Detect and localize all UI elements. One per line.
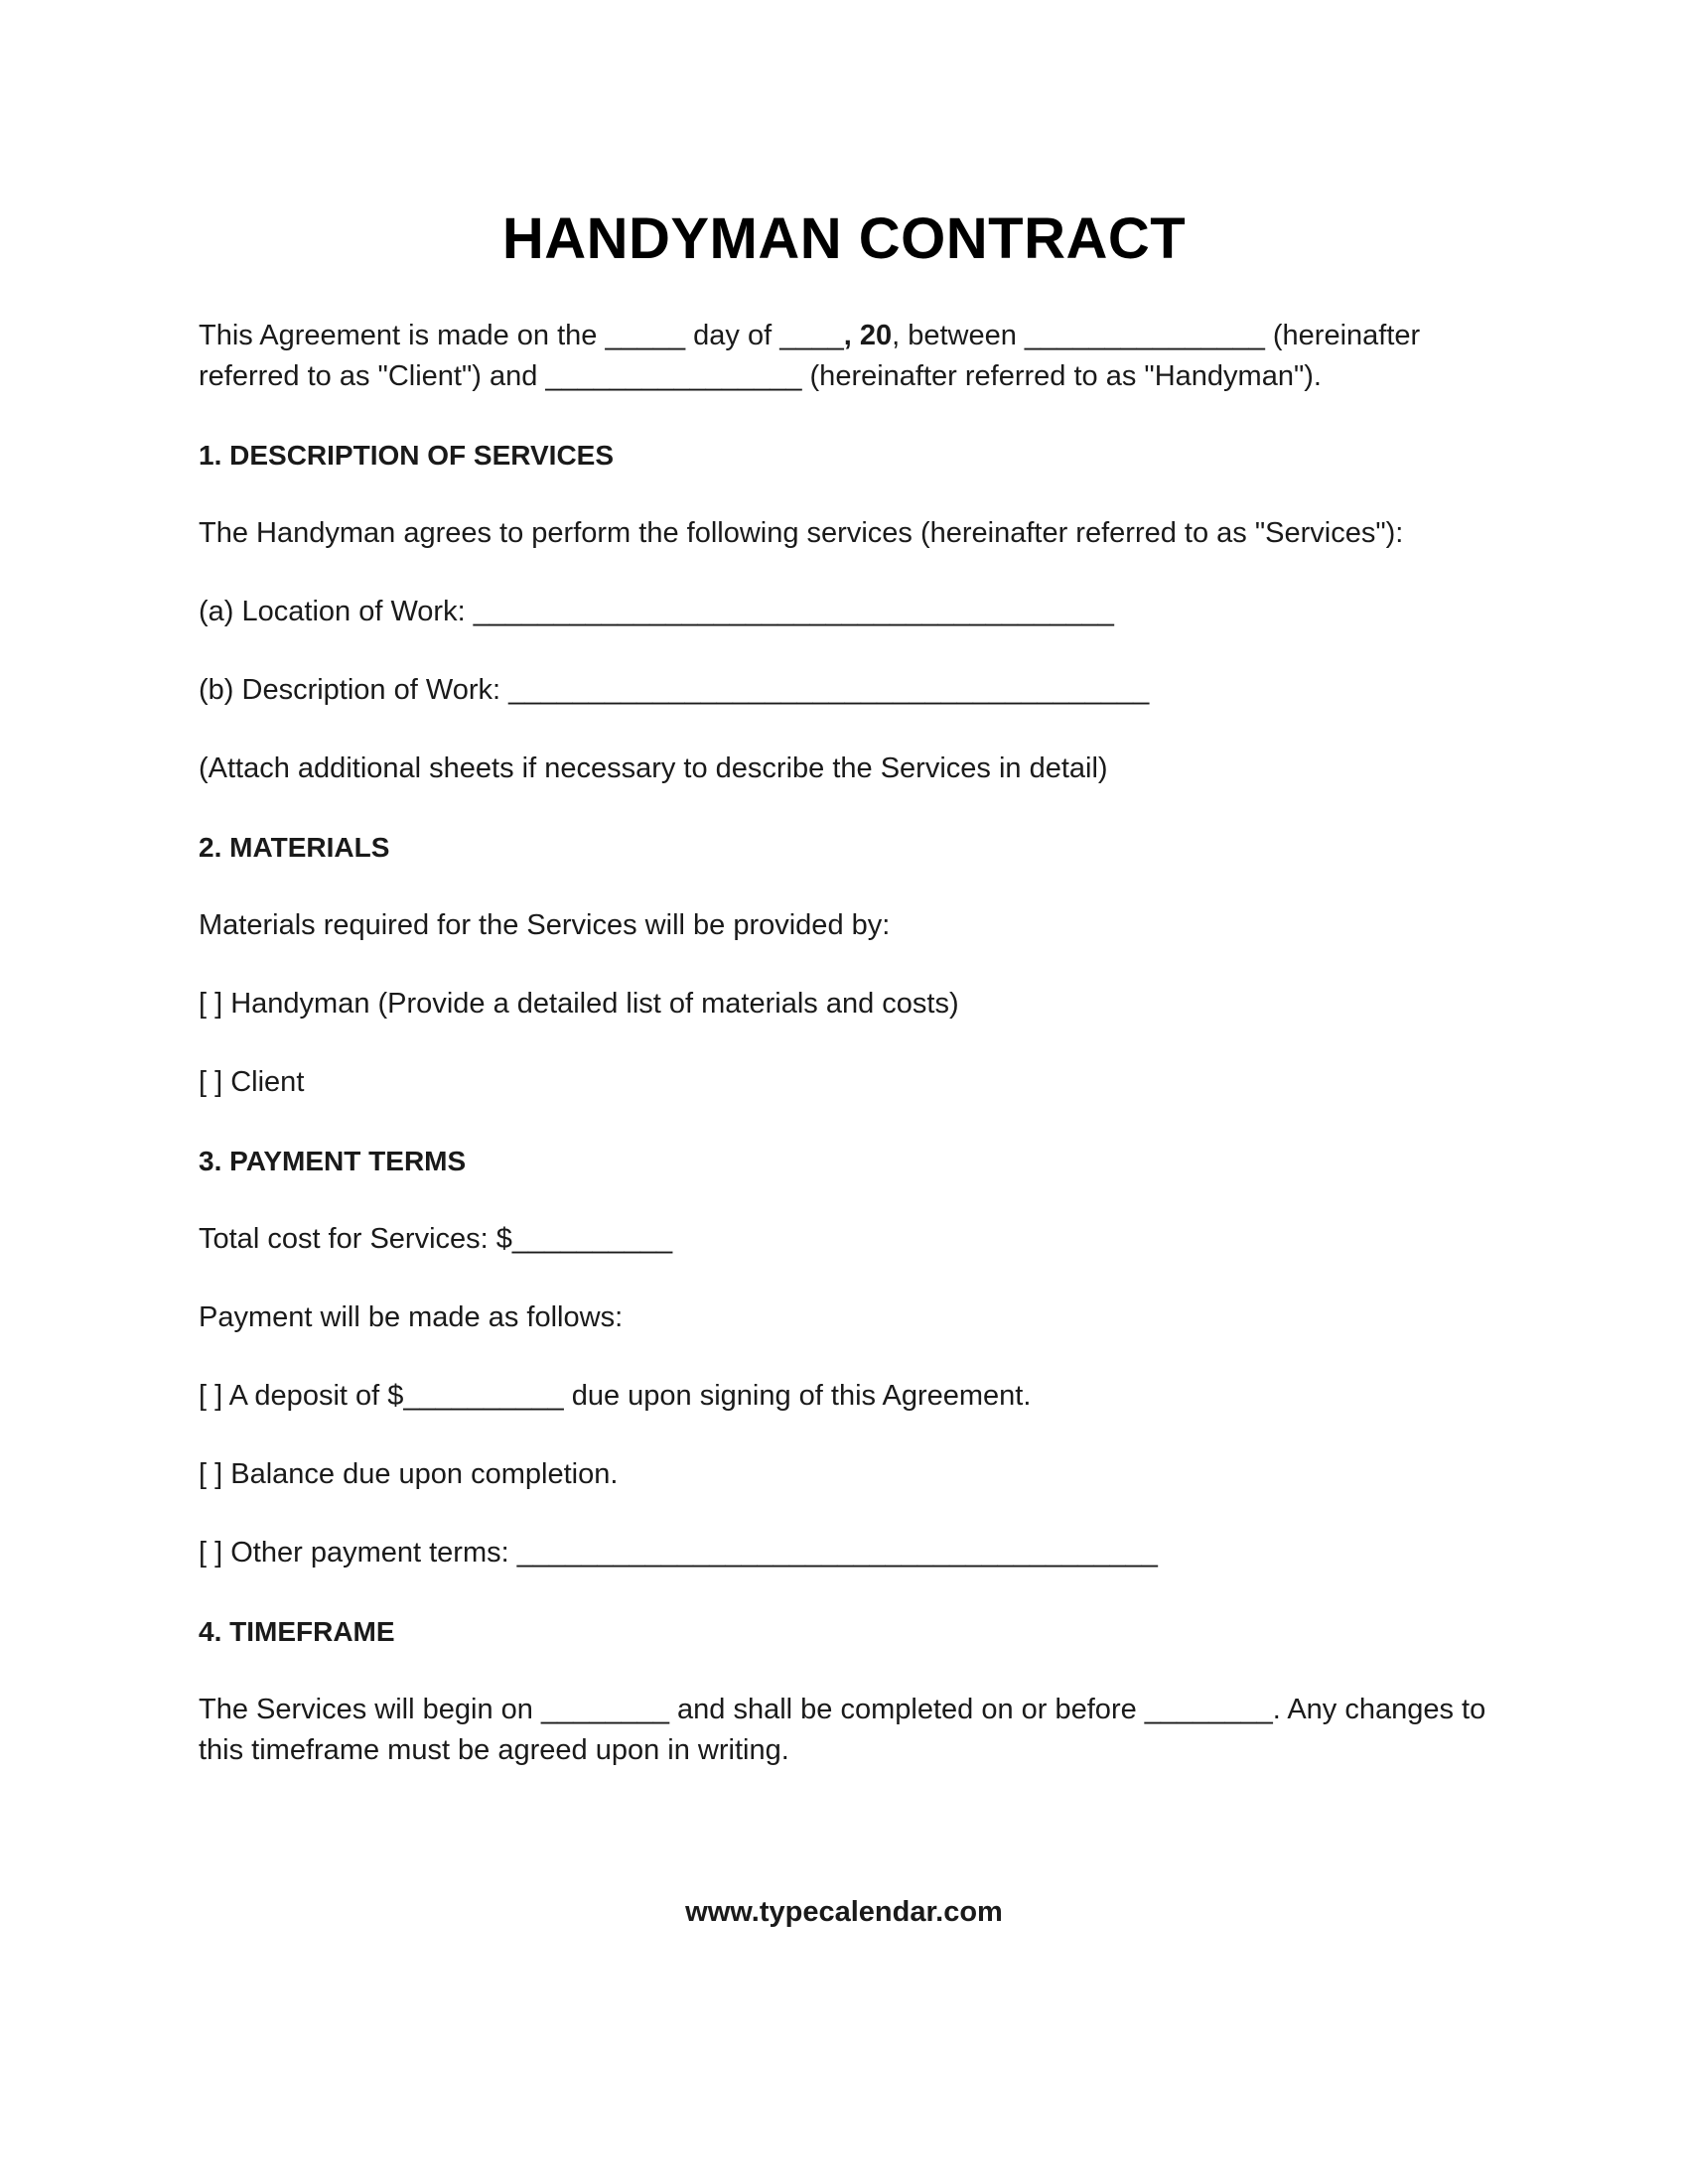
footer-website: www.typecalendar.com <box>685 1896 1003 1928</box>
location-of-work-line: (a) Location of Work: ________________________________________ <box>199 596 1114 627</box>
section-heading-materials: 2. MATERIALS <box>199 832 390 863</box>
payment-option-balance: [ ] Balance due upon completion. <box>199 1458 619 1490</box>
document-body <box>199 316 1489 1809</box>
section-heading-timeframe: 4. TIMEFRAME <box>199 1616 395 1647</box>
payment-option-other: [ ] Other payment terms: ________________________________________ <box>199 1537 1158 1569</box>
materials-intro: Materials required for the Services will be provided by: <box>199 909 891 941</box>
payment-intro: Payment will be made as follows: <box>199 1301 624 1333</box>
page-title: HANDYMAN CONTRACT <box>501 206 1187 271</box>
materials-option-handyman: [ ] Handyman (Provide a detailed list of materials and costs) <box>199 988 959 1020</box>
agreement-intro <box>199 316 1489 397</box>
materials-option-client: [ ] Client <box>199 1066 305 1098</box>
section-heading-services: 1. DESCRIPTION OF SERVICES <box>199 440 615 471</box>
intro-text-part1: This Agreement is made on the _____ day of ____ <box>199 320 844 351</box>
payment-total-line: Total cost for Services: $__________ <box>199 1223 673 1255</box>
timeframe-text: The Services will begin on ________ and shall be completed on or before ________. Any changes to this timeframe must be agreed upon in writing. <box>199 1694 1486 1766</box>
intro-year-prefix: , 20 <box>843 320 893 351</box>
services-intro: The Handyman agrees to perform the following services (hereinafter referred to as "Services"): <box>199 517 1404 549</box>
services-attach-note: (Attach additional sheets if necessary to describe the Services in detail) <box>199 752 1108 784</box>
payment-option-deposit: [ ] A deposit of $__________ due upon signing of this Agreement. <box>199 1380 1032 1412</box>
section-heading-payment: 3. PAYMENT TERMS <box>199 1146 467 1176</box>
description-of-work-line: (b) Description of Work: ________________________________________ <box>199 674 1150 706</box>
intro-text-part2: , between _______________ (hereinafter referred to as "Client") and ________________ (hereinafter referred to as "Handyman"). <box>199 320 1421 392</box>
